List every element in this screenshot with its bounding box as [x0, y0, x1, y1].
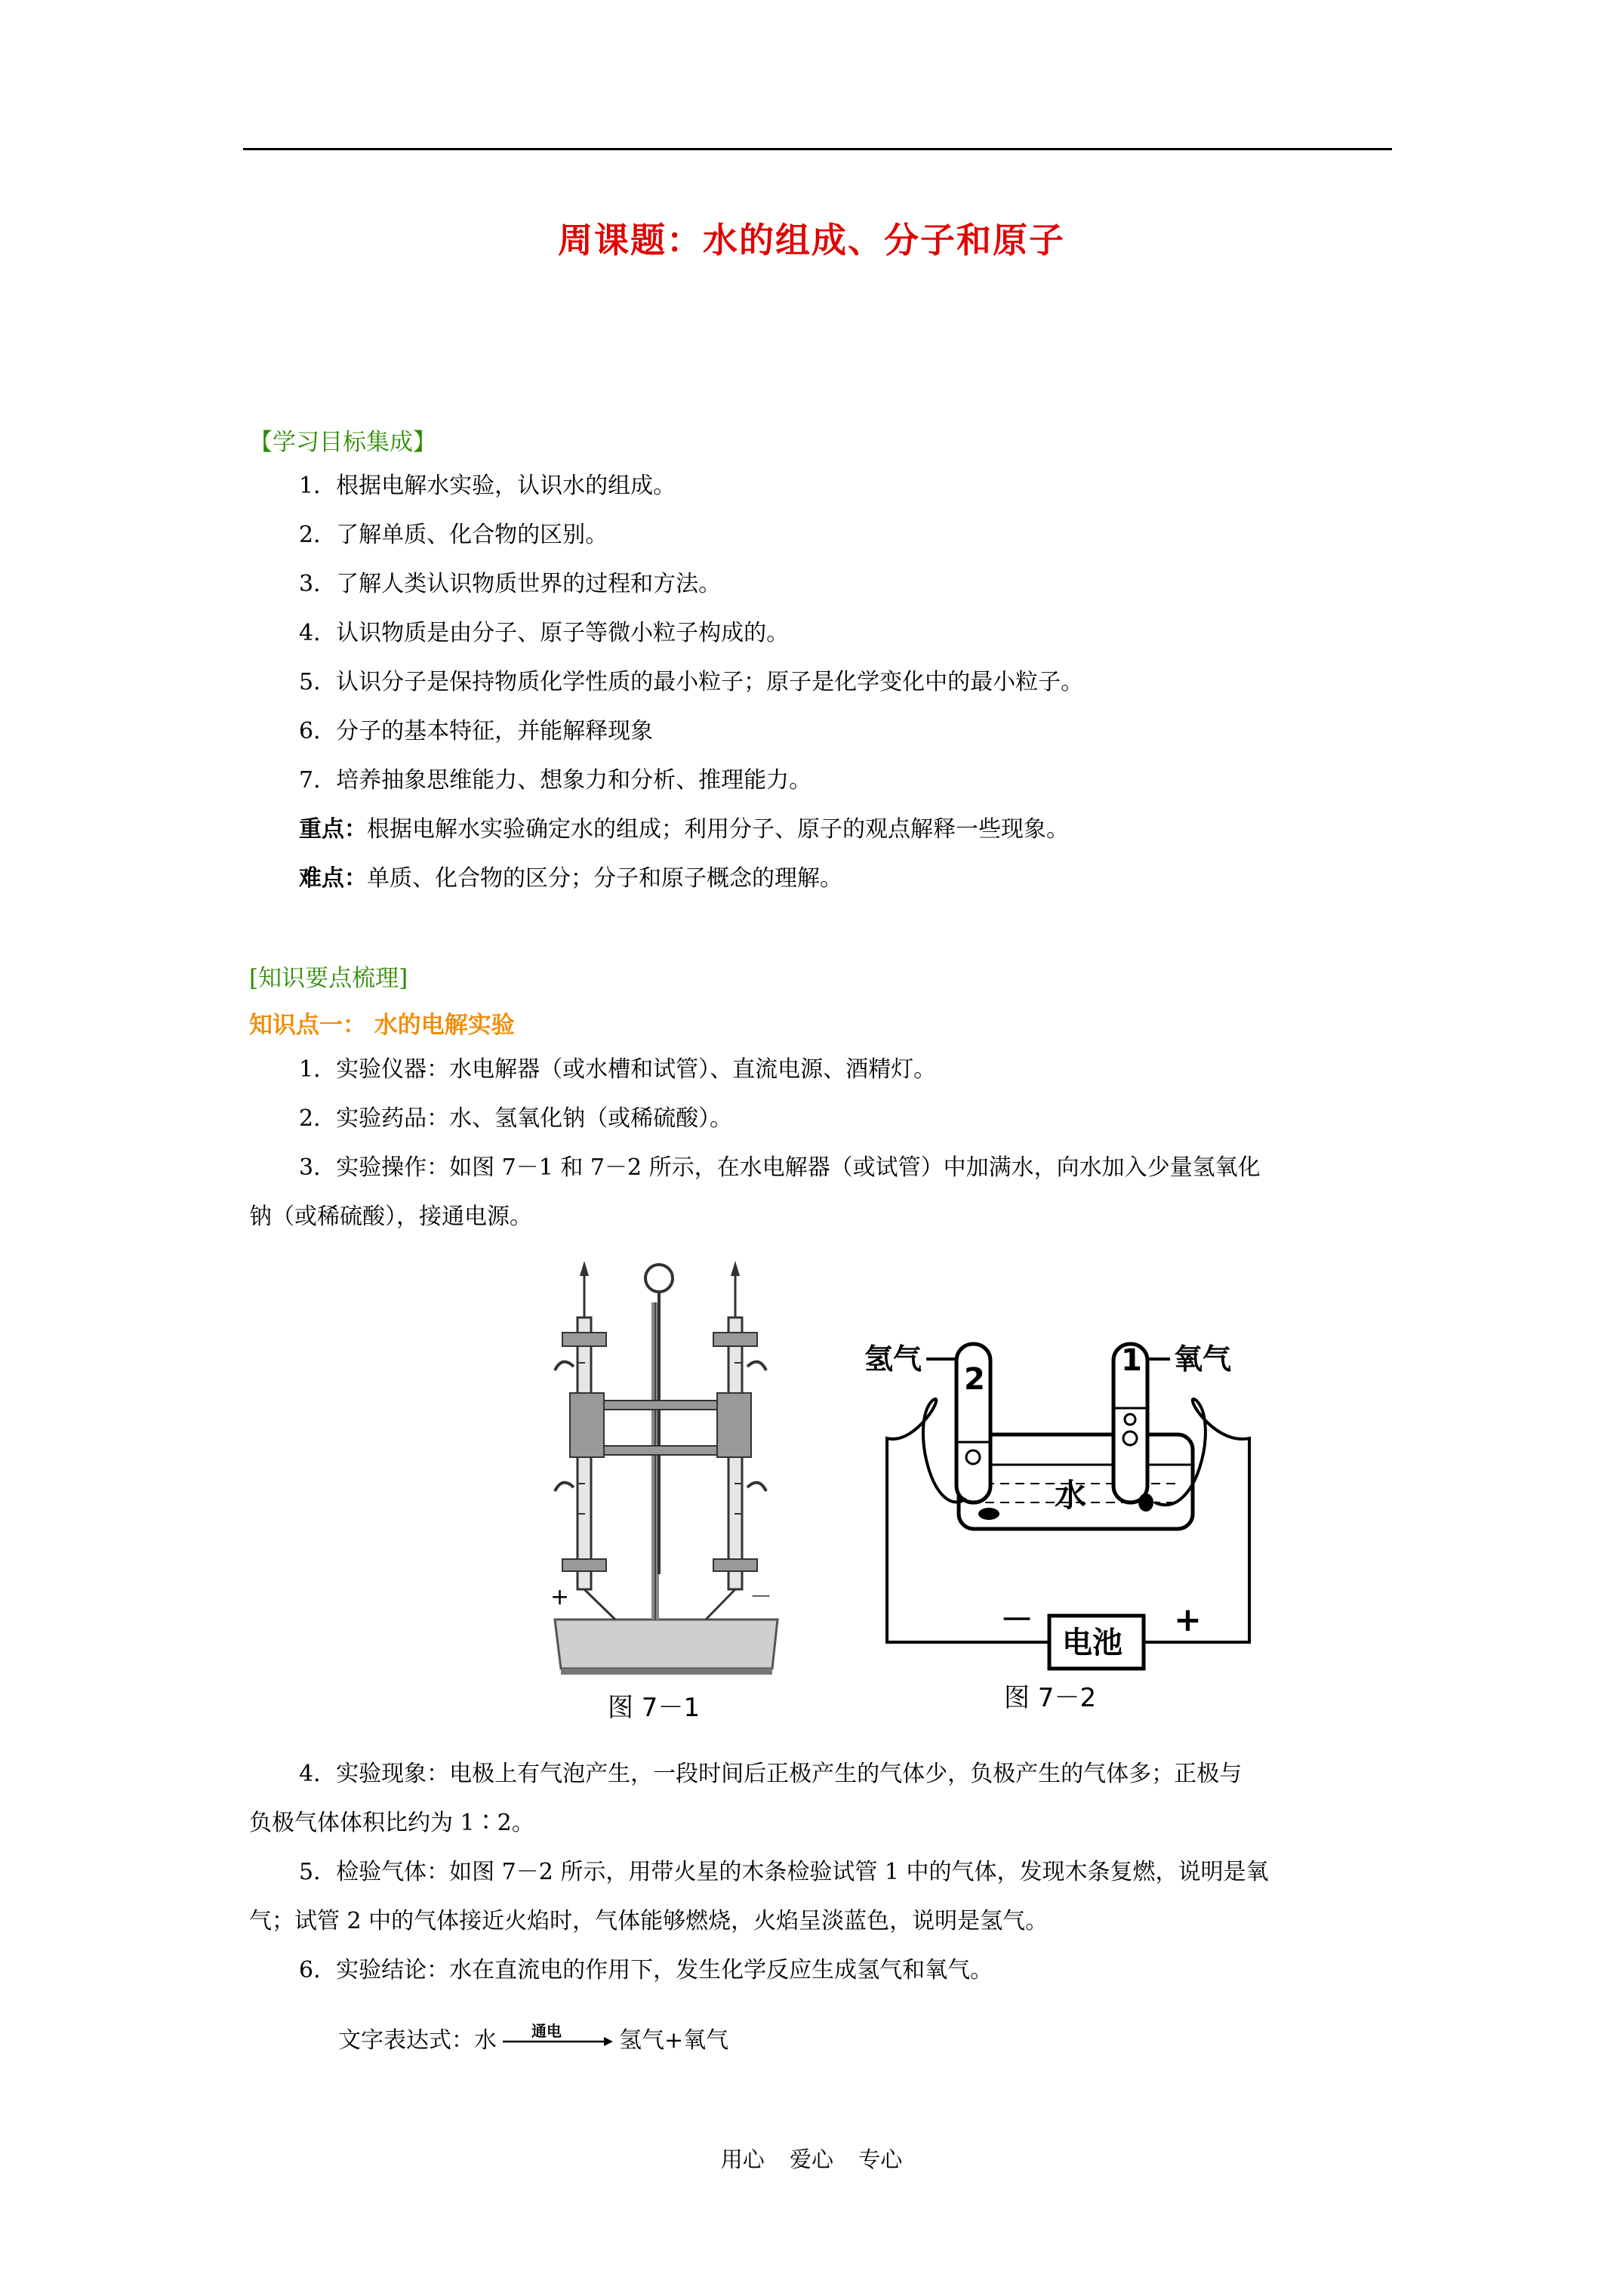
- hydrogen-label: 氢气: [864, 1342, 922, 1376]
- objective-item: 4．认识物质是由分子、原子等微小粒子构成的。: [299, 620, 790, 646]
- oxygen-label: 氧气: [1174, 1342, 1232, 1376]
- experiment-item: 1．实验仪器：水电解器（或水槽和试管）、直流电源、酒精灯。: [299, 1056, 937, 1083]
- objective-item: 3．了解人类认识物质世界的过程和方法。: [299, 571, 722, 597]
- experiment-item-cont: 钠（或稀硫酸），接通电源。: [249, 1203, 532, 1230]
- page-footer: 用心 爱心 专心: [720, 2147, 903, 2172]
- experiment-item: 6．实验结论：水在直流电的作用下，发生化学反应生成氢气和氧气。: [299, 1957, 993, 1983]
- page-title: 周课题：水的组成、分子和原子: [558, 220, 1065, 260]
- figure1-caption: 图 7－1: [608, 1693, 701, 1723]
- experiment-item: 5．检验气体：如图 7－2 所示，用带火星的木条检验试管 1 中的气体，发现木条复燃，说明是氧: [299, 1859, 1269, 1885]
- reaction-arrow: [501, 2022, 614, 2057]
- objective-item: 7．培养抽象思维能力、想象力和分析、推理能力。: [299, 767, 812, 794]
- equation-condition: 通电: [531, 2022, 562, 2040]
- electrolysis-diagram: [857, 1325, 1280, 1718]
- key-point: [299, 815, 1069, 845]
- tube-2-label: 2: [964, 1362, 985, 1397]
- section-heading-objectives: 【学习目标集成】: [249, 429, 436, 456]
- experiment-item-cont: 负极气体体积比约为 1∶2。: [249, 1810, 534, 1836]
- objective-item: 1．根据电解水实验，认识水的组成。: [299, 473, 676, 499]
- figure-7-1: [540, 1257, 789, 1725]
- battery-label: 电池: [1062, 1626, 1123, 1660]
- key-point-text: 根据电解水实验确定水的组成；利用分子、原子的观点解释一些现象。: [367, 816, 1069, 843]
- objective-item: 5．认识分子是保持物质化学性质的最小粒子；原子是化学变化中的最小粒子。: [299, 669, 1084, 695]
- section-heading-knowledge: [知识要点梳理]: [249, 965, 408, 992]
- word-equation: [338, 2022, 729, 2057]
- objective-item: 2．了解单质、化合物的区别。: [299, 522, 608, 548]
- equation-reactant: 水: [474, 2027, 497, 2054]
- figure1-minus: －: [750, 1584, 772, 1610]
- difficulty-point: [299, 864, 842, 894]
- experiment-item: 2．实验药品：水、氢氧化钠（或稀硫酸）。: [299, 1105, 733, 1132]
- figure-7-2: [857, 1325, 1280, 1718]
- knowledge-point-title: 知识点一： 水的电解实验: [249, 1012, 515, 1039]
- equation-products: 氢气+氧气: [619, 2027, 729, 2054]
- figure2-caption: 图 7－2: [1004, 1683, 1097, 1713]
- tube-1-label: 1: [1121, 1343, 1142, 1378]
- experiment-item-cont: 气；试管 2 中的气体接近火焰时，气体能够燃烧，火焰呈淡蓝色，说明是氢气。: [249, 1908, 1049, 1934]
- battery-plus: +: [1174, 1601, 1202, 1639]
- key-point-label: 重点：: [299, 816, 367, 843]
- experiment-item: 4．实验现象：电极上有气泡产生，一段时间后正极产生的气体少，负极产生的气体多；正极与: [299, 1761, 1243, 1787]
- water-label: 水: [1055, 1477, 1087, 1514]
- experiment-item: 3．实验操作：如图 7－1 和 7－2 所示，在水电解器（或试管）中加满水，向水加入少量氢氧化: [299, 1154, 1261, 1181]
- battery-minus: －: [1000, 1601, 1033, 1639]
- figure1-plus: +: [550, 1584, 570, 1610]
- electrolysis-apparatus-photo: [540, 1257, 789, 1725]
- objective-item: 6．分子的基本特征，并能解释现象: [299, 718, 654, 744]
- difficulty-label: 难点：: [299, 865, 367, 892]
- header-rule: [243, 148, 1392, 150]
- difficulty-text: 单质、化合物的区分；分子和原子概念的理解。: [367, 865, 842, 892]
- equation-label: 文字表达式：: [338, 2027, 474, 2054]
